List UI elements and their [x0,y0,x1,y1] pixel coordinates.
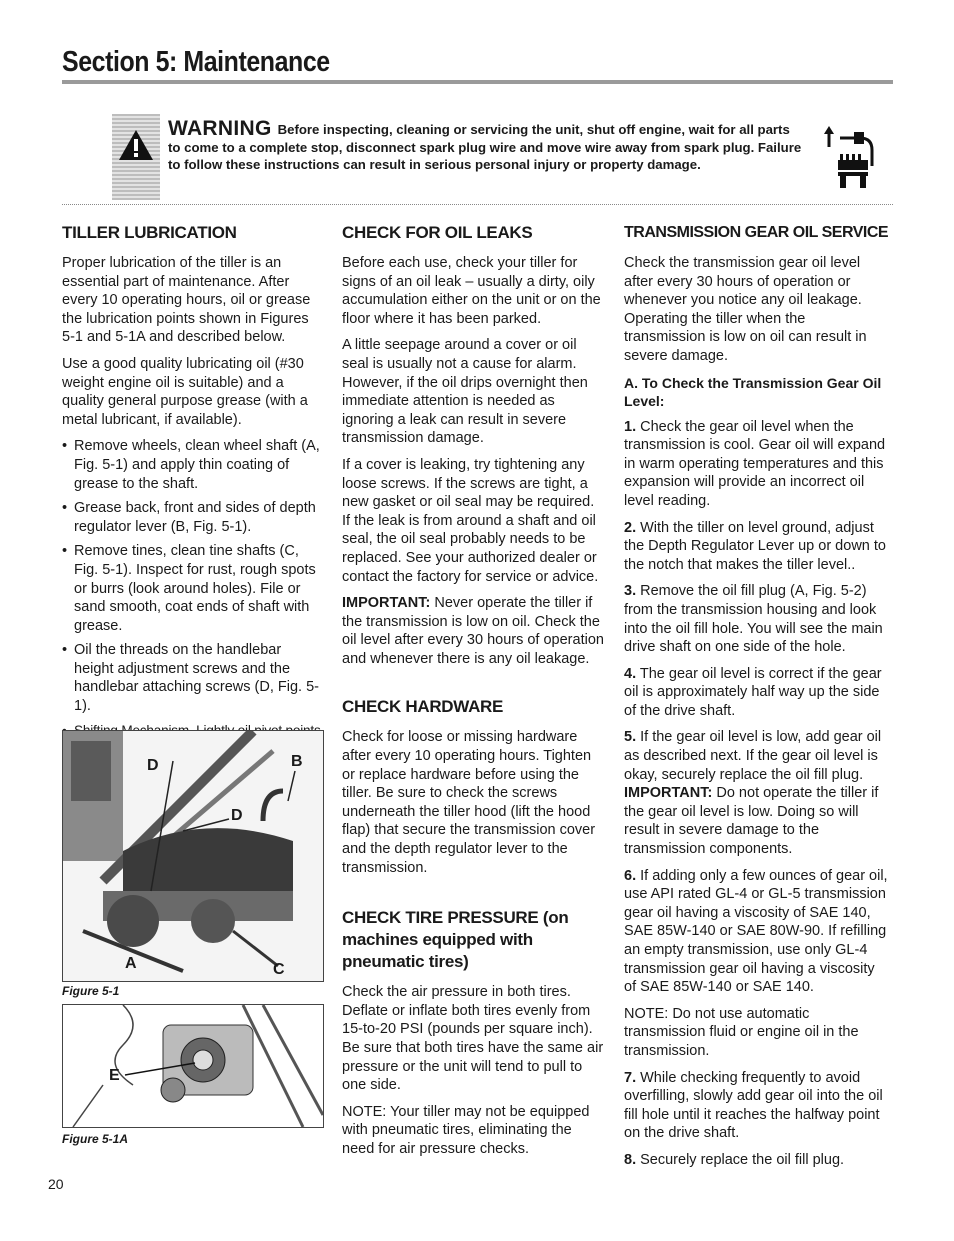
figure-5-1a-caption: Figure 5-1A [62,1132,129,1146]
warning-text [168,117,804,174]
callout-d-lower: D [231,807,243,824]
column-tiller-lubrication [62,222,324,765]
step-text: If the gear oil level is low, add gear oil as described next. If the gear oil level is okay, securely replace the oil fill plug. [624,729,882,783]
warning-strip [112,114,160,200]
heading-check-hardware: CHECK HARDWARE [342,697,504,717]
warning-box [112,114,894,200]
figure-5-1-image [62,730,324,982]
callout-c: C [273,961,285,978]
step-number: 7. [624,1069,637,1086]
step-number: 8. [624,1151,637,1168]
paragraph: Proper lubrication of the tiller is an essential part of maintenance. After every 10 operating hours, oil or grease the lubrication points shown in Figures 5-1 and 5-1A and described below. [62,255,311,346]
step-text: The gear oil level is correct if the gear oil is approximately half way up the side of the drive shaft. [624,665,882,719]
paragraph: Use a good quality lubricating oil (#30 weight engine oil is suitable) and a quality general purpose grease (with a metal lubricant, if available). [62,355,308,428]
heading-tire-sub: (on machines equipped with pneumatic tires) [342,908,569,972]
step-text: Check the gear oil level when the transmission is cool. Gear oil will expand in warm operating temperatures and this expansion will provide an incorrect oil level reading. [624,418,886,509]
tiller-illustration [63,731,323,981]
step-number: 4. [624,665,637,682]
step-number: 6. [624,867,637,884]
heading-check-tire-pressure [342,907,604,973]
figure-5-1-caption: Figure 5-1 [62,984,120,998]
step-number: 5. [624,729,637,746]
step-number: 1. [624,418,637,435]
note-text: NOTE: Do not use automatic transmission fluid or engine oil in the transmission. [624,1005,859,1059]
warning-word: WARNING [168,117,272,140]
callout-b: B [291,753,303,770]
callout-d: D [147,757,159,774]
note-item [624,1005,890,1061]
step-number: 2. [624,519,637,536]
paragraph: Check for loose or missing hardware after every 10 operating hours. Tighten or replace hardware before using the tiller. Be sure to check the screws underneath the tiller hood (lift the hood flap) that secure the transmission cover and the depth regulator lever to the transmission. [342,729,596,876]
step-text: Remove the oil fill plug (A, Fig. 5-2) from the transmission housing and look into the oil fill hole. You will see the main drive shaft on one side of the hole. [624,583,883,656]
step-text: While checking frequently to avoid overfilling, slowly add gear oil into the oil fill hole until it reaches the halfway point on the drive shaft. [624,1069,883,1142]
list-item: • Remove wheels, clean wheel shaft (A, Fig. 5-1) and apply thin coating of grease to the shaft. [62,437,324,493]
spark-plug-disconnect-icon [820,124,880,190]
warning-divider [62,204,893,205]
heading-check-oil-leaks: CHECK FOR OIL LEAKS [342,223,533,242]
step-item [624,1069,890,1143]
heading-tire-main: CHECK TIRE PRESSURE [342,908,539,928]
section-title: Section 5: Maintenance [62,46,330,78]
column-checks [342,222,604,1167]
step-item [624,1151,890,1170]
column-transmission-gear-oil [624,222,890,1178]
important-text: Do not operate the tiller if the gear oil level is low. Doing so will result in severe damage to the transmission components. [624,785,879,858]
important-text: Never operate the tiller if the transmission is low on oil. Check the oil level after every 30 hours of operation and whenever there is any oil leakage. [342,595,604,667]
step-text: Securely replace the oil fill plug. [636,1151,845,1168]
callout-e: E [109,1067,120,1084]
step-item [624,418,890,511]
warning-triangle-icon [117,128,155,162]
important-label: IMPORTANT: [342,595,431,612]
list-item: • Remove tines, clean tine shafts (C, Fig. 5-1). Inspect for rust, rough spots or burrs (look around holes). File or sand smooth, coat ends of shaft with grease. [62,542,324,635]
warning-body: Before inspecting, cleaning or servicing the unit, shut off engine, wait for all parts to come to a complete stop, disconnect spark plug wire and move wire away from spark plug. Failure to follow these instructions can result in serious personal injury or property damage. [168,122,802,173]
list-item: • Oil the threads on the handlebar height adjustment screws and the handlebar attaching screws (D, Fig. 5-1). [62,641,324,715]
lubrication-list [62,437,324,759]
step-number: 3. [624,583,637,600]
steps-list [624,418,890,1170]
title-rule [62,80,893,84]
step-item [624,665,890,721]
step-item [624,728,890,858]
shifting-mechanism-illustration [63,1005,323,1127]
list-item: • Grease back, front and sides of depth regulator lever (B, Fig. 5-1). [62,499,324,536]
callout-a: A [125,955,137,972]
important-label: IMPORTANT: [624,785,713,802]
paragraph: Check the air pressure in both tires. Deflate or inflate both tires evenly from 15-to-20 PSI (pounds per square inch). Be sure that both tires have the same air pressure or the unit will tend to pull to one side. [342,984,604,1094]
paragraph: A little seepage around a cover or oil seal is usually not a cause for alarm. However, if the oil drips overnight then immediate attention is needed as ignoring a leak can result in severe transmission damage. [342,337,588,447]
heading-transmission-gear-oil-service: TRANSMISSION GEAR OIL SERVICE [624,224,889,241]
paragraph: If a cover is leaking, try tightening any loose screws. If the screws are tight, a new gasket or oil seal may be required. If the leak is from around a shaft and oil seal, the oil seal probably needs to be replaced. See your authorized dealer or contact the factory for service or advice. [342,456,599,585]
paragraph: Before each use, check your tiller for signs of an oil leak – usually a dirty, oily accumulation either on the unit or on the floor where it has been parked. [342,255,601,327]
step-item [624,867,890,997]
paragraph-important [342,594,604,668]
step-text: With the tiller on level ground, adjust the Depth Regulator Lever up or down to the notch that makes the tiller level.. [624,519,886,573]
paragraph: Check the transmission gear oil level after every 30 hours of operation or whenever you notice any oil leakage. Operating the tiller when the transmission is low on oil can result in severe damage. [624,255,867,364]
paragraph: NOTE: Your tiller may not be equipped with pneumatic tires, eliminating the need for air pressure checks. [342,1103,590,1157]
heading-tiller-lubrication: TILLER LUBRICATION [62,223,237,242]
figure-5-1a-image [62,1004,324,1128]
page-number: 20 [48,1176,64,1192]
step-item [624,519,890,575]
step-text: If adding only a few ounces of gear oil, use API rated GL-4 or GL-5 transmission gear oil having a viscosity of SAE 140, SAE 85W-140 or SAE 80W-90. If refilling an empty transmission, use only GL-4 transmission gear oil having a viscosity of SAE 85W-140 or SAE 140. [624,867,888,996]
step-item [624,582,890,656]
subheading-check-level: A. To Check the Transmission Gear Oil Level: [624,374,882,409]
